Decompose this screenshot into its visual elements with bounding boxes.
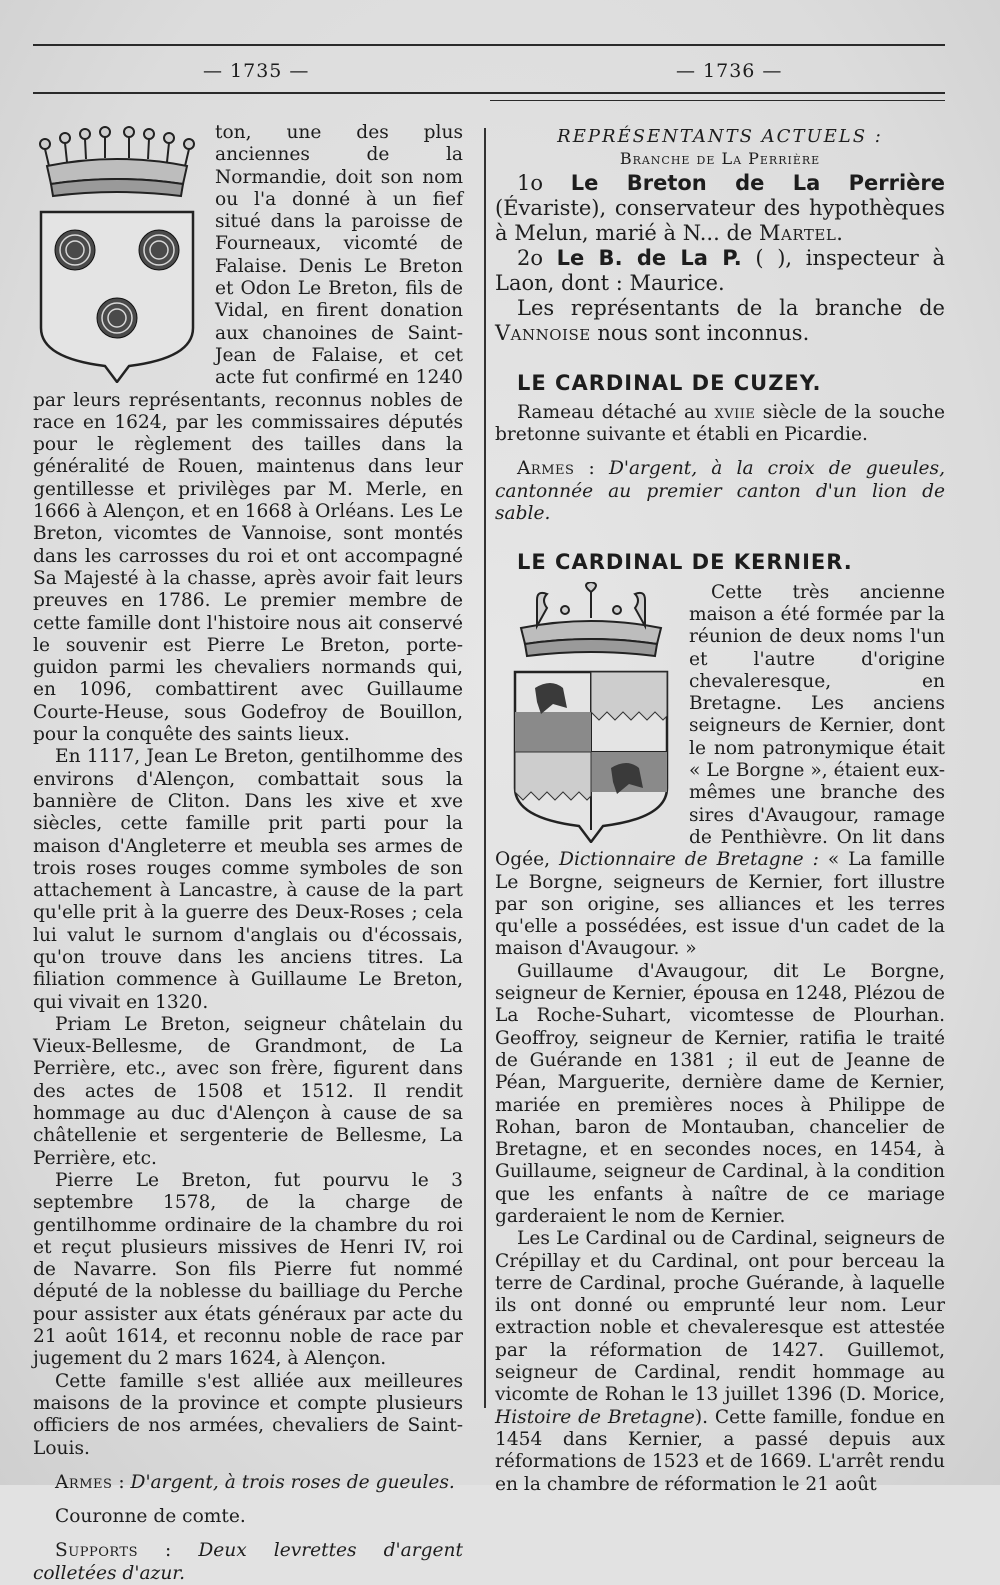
left-page-number: — 1735 — [203, 60, 310, 82]
supports-text: Deux levrettes d'argent colletées d'azur. [33, 1540, 463, 1584]
representatives-heading: REPRÉSENTANTS ACTUELS : [557, 126, 883, 147]
paragraph-pierre: Pierre Le Breton, fut pourvu le 3 septembre 1578, de la charge de gentilhomme ordinaire de la chambre du roi et reçut plusieurs missives de Henri IV, roi de Navarre. Son fils Pierre fut nommé député de la noblesse du bailliage du Perche pour assister aux états généraux par acte du 21 août 1614, et reconnu noble de race par jugement du 2 mars 1624, à Alençon. [33, 1169, 463, 1370]
representative-1: 1o Le Breton de La Perrière (Évariste), conservateur des hypothèques à Melun, marié à N... de Martel. [495, 170, 946, 245]
paragraph-cuzey: Rameau détaché au xviie siècle de la souche bretonne suivante et établi en Picardie. [495, 401, 945, 446]
right-page-number: — 1736 — [676, 60, 783, 82]
armes-line: Armes : D'argent, à trois roses de gueules. [55, 1471, 455, 1493]
paragraph-cardinal: Les Le Cardinal ou de Cardinal, seigneurs de Crépillay et du Cardinal, ont pour berceau la terre de Cardinal, proche Guérande, à laquelle ils ont donné ou emprunté leur nom. Leur extraction noble et chevaleresque est attestée par la réformation de 1427. Guillemot, seigneur de Cardinal, rendit hommage au vicomte de Rohan le 13 juillet 1396 (D. Morice, Histoire de Bretagne). Cette famille, fondue en 1454 dans Kernier, a passé depuis aux réformations de 1523 et de 1669. L'arrêt rendu en la chambre de réformation le 21 août [495, 1228, 945, 1495]
paragraph-alliances: Cette famille s'est alliée aux meilleures maisons de la province et compte plusieurs officiers de nos armées, chevaliers de Saint-Louis. [33, 1370, 463, 1459]
armes-text: D'argent, à trois roses de gueules. [130, 1471, 455, 1493]
supports-line: Supports : Deux levrettes d'argent colletées d'azur. [33, 1540, 463, 1584]
count-coronet-icon [33, 122, 201, 202]
paragraph-origins: ton, une des plus anciennes de la Normandie, doit son nom ou l'a donné à un fief situé dans la paroisse de Fourneaux, vicomté de Falaise. Denis Le Breton et Odon Le Breton, fils de Vidal, en firent donation aux chanoines de Saint-Jean de Falaise, et cet acte fut confirmé en 1240 par leurs représentants, reconnus nobles de race en 1624, par les commissaires députés pour le règlement des tailles dans la généralité de Rouen, maintenus dans leur gentillesse et privilèges par M. Merle, en 1666 à Alençon, et en 1668 à Orléans. Les Le Breton, vicomtes de Vannoise, sont montés dans les carrosses du roi et ont accompagné Sa Majesté à la chasse, après avoir fait leurs preuves en 1786. Le premier membre de cette famille dont l'histoire nous ait conservé le souvenir est Pierre Le Breton, porte-guidon parmi les chevaliers normands qui, en 1096, combattirent avec Guillaume Courte-Heuse, sous Godefroy de Bouillon, pour la conquête des saints lieux. [33, 122, 463, 746]
supports-label: Supports [55, 1540, 138, 1562]
paragraph-1117: En 1117, Jean Le Breton, gentilhomme des environs d'Alençon, combattait sous la bannière de Cliton. Dans les xive et xve siècles, cette famille prit parti pour la maison d'Angleterre et meubla ses armes de trois roses rouges comme symboles de son attachement à Lancastre, à cause de la part qu'elle prit à la guerre des Deux-Roses ; cela lui valut le surnom d'anglais ou d'écossais, qu'on trouve dans les anciens titres. La filiation commence à Guillaume Le Breton, qui vivait en 1320. [33, 746, 463, 1013]
paragraph-priam: Priam Le Breton, seigneur châtelain du Vieux-Bellesme, de Grandmont, de La Perrière, etc., avec son frère, figurent dans des actes de 1508 et 1512. Il rendit hommage au duc d'Alençon à cause de sa châtellenie et sergenterie de Bellesme, La Perrière, etc. [33, 1013, 463, 1169]
section-title-kernier: LE CARDINAL DE KERNIER. [517, 550, 853, 575]
kernier-arms [507, 582, 675, 843]
column-separator [484, 128, 486, 1408]
right-column [495, 126, 945, 1496]
shield-quartered-lions-icon [507, 668, 675, 843]
representative-2: 2o Le B. de La P. ( ), inspecteur à Laon, dont : Maurice. [495, 245, 945, 295]
marquis-coronet-icon [507, 582, 675, 662]
couronne-line: Couronne de comte. [55, 1506, 246, 1528]
representative-1-name: Le Breton de La Perrière [570, 170, 946, 195]
paragraph-kernier-origins: Cette très ancienne maison a été formée par la réunion de deux noms l'un et l'autre d'origine chevaleresque, en Bretagne. Les anciens seigneurs de Kernier, dont le nom patronymique était « Le Borgne », étaient eux-mêmes une branche des sires d'Avaugour, ramage de Penthièvre. On lit dans Ogée, Dictionnaire de Bretagne : « La famille Le Borgne, seigneurs de Kernier, fort illustre par son origine, ses alliances et les terres qu'elle a possédées, est issue d'un cadet de la maison d'Avaugour. » [495, 581, 946, 960]
cuzey-armes: Armes : D'argent, à la croix de gueules, cantonnée au premier canton d'un lion de sable. [495, 458, 945, 525]
left-column [33, 122, 463, 1585]
paragraph-kernier-avaugour: Guillaume d'Avaugour, dit Le Borgne, seigneur de Kernier, épousa en 1248, Plézou de La Roche-Suhart, vicomtesse de Plourhan. Geoffroy, seigneur de Kernier, ratifia le traité de Guérande en 1381 ; il eut de Jeanne de Péan, Marguerite, dernière dame de Kernier, mariée en premières noces à Philippe de Rohan, baron de Montauban, chancelier de Bretagne, et en secondes noces, en 1454, à Guillaume, seigneur de Cardinal, à la condition que les enfants à naître de ce mariage garderaient le nom de Kernier. [495, 960, 945, 1227]
armes-label: Armes [55, 1471, 113, 1493]
header-rule-thin [490, 100, 945, 101]
shield-three-roses-icon [33, 208, 201, 383]
le-breton-arms [33, 122, 201, 383]
section-title-cuzey: LE CARDINAL DE CUZEY. [517, 370, 822, 395]
top-rule [33, 44, 945, 46]
header-rule [33, 92, 945, 94]
branch-heading: Branche de La Perrière [619, 149, 821, 169]
representative-2-name: Le B. de La P. [556, 245, 742, 270]
representative-3: Les représentants de la branche de Vannoise nous sont inconnus. [495, 295, 945, 345]
